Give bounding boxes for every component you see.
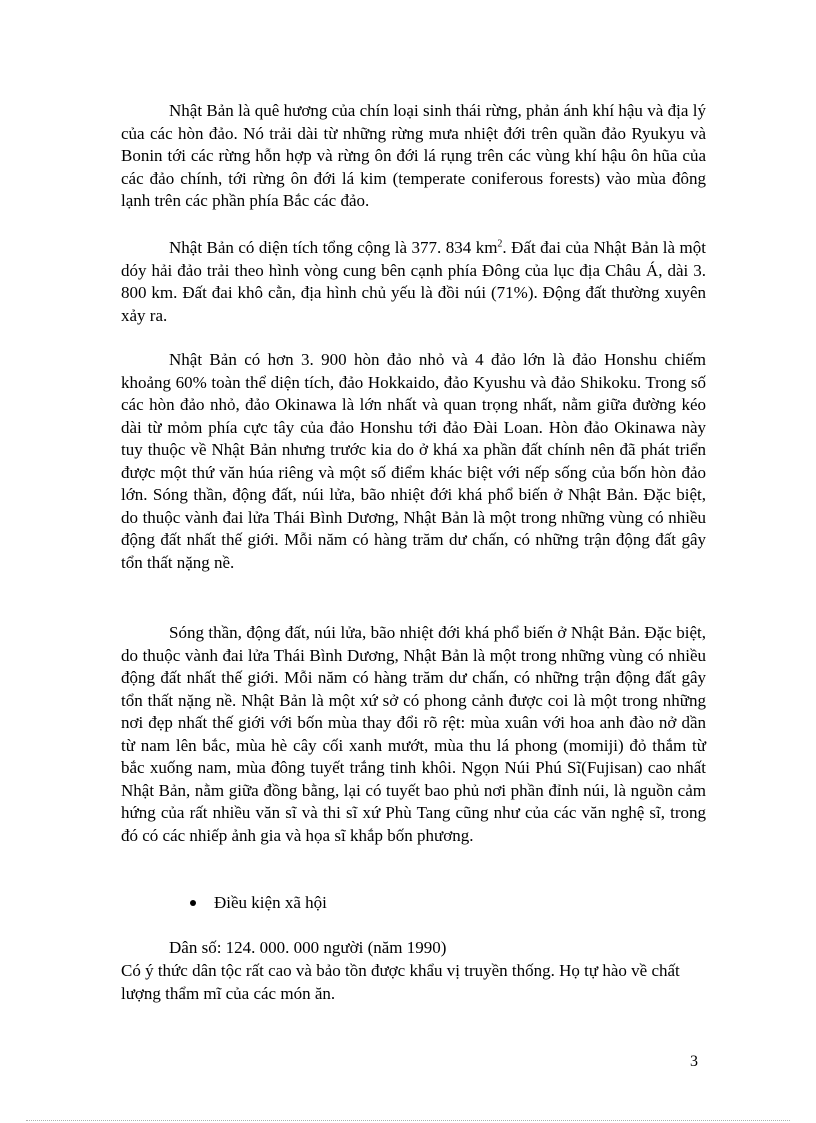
paragraph-text: Nhật Bản có hơn 3. 900 hòn đảo nhỏ và 4 đảo lớn là đảo Honshu chiếm khoảng 60% toàn thể diện tích, đảo Hokkaido, đảo Kyushu và đảo Shikoku. Trong số các hòn đảo nhỏ, đảo Okinawa là lớn nhất và quan trọng nhất, nằm giữa đường kéo dài từ mỏm phía cực tây của đảo Honshu tới đảo Đài Loan. Hòn đảo Okinawa này tuy thuộc về Nhật Bản nhưng trước kia do ở khá xa phần đất chính nên đã phát triển được một thứ văn húa riêng và một số điểm khác biệt với nếp sống của bốn hòn đảo lớn. Sóng thần, động đất, núi lửa, bão nhiệt đới khá phổ biến ở Nhật Bản. Đặc biệt, do thuộc vành đai lửa Thái Bình Dương, Nhật Bản là một trong những vùng có nhiều động đất nhất thế giới. Mỗi năm có hàng trăm dư chấn, có những trận động đất gây tổn thất nặng nề. — [121, 350, 706, 572]
paragraph-forest-ecosystems — [121, 100, 706, 213]
footer-divider — [26, 1120, 790, 1121]
paragraph-islands — [121, 349, 706, 574]
population-line: Dân số: 124. 000. 000 người (năm 1990) — [169, 938, 447, 957]
paragraph-text — [121, 237, 706, 327]
paragraph-text: Sóng thần, động đất, núi lửa, bão nhiệt đới khá phổ biến ở Nhật Bản. Đặc biệt, do thuộc vành đai lửa Thái Bình Dương, Nhật Bản là một trong những vùng có nhiều động đất nhất thế giới. Mỗi năm có hàng trăm dư chấn, có những trận động đất gây tổn thất nặng nề. Nhật Bản là một xứ sở có phong cảnh được coi là một trong những nơi đẹp nhất thế giới với bốn mùa thay đổi rõ rệt: mùa xuân với hoa anh đào nở dần từ nam lên bắc, mùa hè cây cối xanh mướt, mùa thu lá phong (momiji) đỏ thắm từ bắc xuống nam, mùa đông tuyết trắng tinh khôi. Ngọn Núi Phú Sĩ(Fujisan) cao nhất Nhật Bản, nằm giữa đồng bằng, lại có tuyết bao phủ nơi phần đỉnh núi, là nguồn cảm hứng của rất nhiều văn sĩ và thi sĩ xứ Phù Tang cũng như của các văn nghệ sĩ, trong đó có các nhiếp ảnh gia và họa sĩ khắp bốn phương. — [121, 623, 706, 845]
bullet-item-social-conditions — [190, 892, 327, 915]
bullet-dot-icon — [190, 900, 196, 906]
paragraph-culinary-identity: Có ý thức dân tộc rất cao và bảo tồn được khẩu vị truyền thống. Họ tự hào về chất lượng thẩm mĩ của các món ăn. — [121, 961, 680, 1003]
paragraph-natural-hazards-scenery — [121, 622, 706, 847]
paragraph-text: Nhật Bản là quê hương của chín loại sinh thái rừng, phản ánh khí hậu và địa lý của các hòn đảo. Nó trải dài từ những rừng mưa nhiệt đới trên quần đảo Ryukyu và Bonin tới các rừng hỗn hợp và rừng ôn đới lá rụng trên các vùng khí hậu ôn hũa của các đảo chính, tới rừng ôn đới lá kim (temperate coniferous forests) vào mùa đông lạnh trên các phần phía Bắc các đảo. — [121, 101, 706, 210]
paragraph-area — [121, 237, 706, 327]
page-number: 3 — [690, 1053, 698, 1070]
area-text-start: Nhật Bản có diện tích tổng cộng là 377. 834 km — [169, 238, 498, 257]
superscript-square: 2 — [497, 238, 503, 250]
area-text-end: . Đất đai của Nhật Bản là một dóy hải đảo trải theo hình vòng cung bên cạnh phía Đông của lục địa Châu Á, dài 3. 800 km. Đất đai khô cằn, địa hình chủ yếu là đồi núi (71%). Động đất thường xuyên xảy ra. — [121, 238, 706, 325]
bullet-heading: Điều kiện xã hội — [214, 893, 327, 912]
